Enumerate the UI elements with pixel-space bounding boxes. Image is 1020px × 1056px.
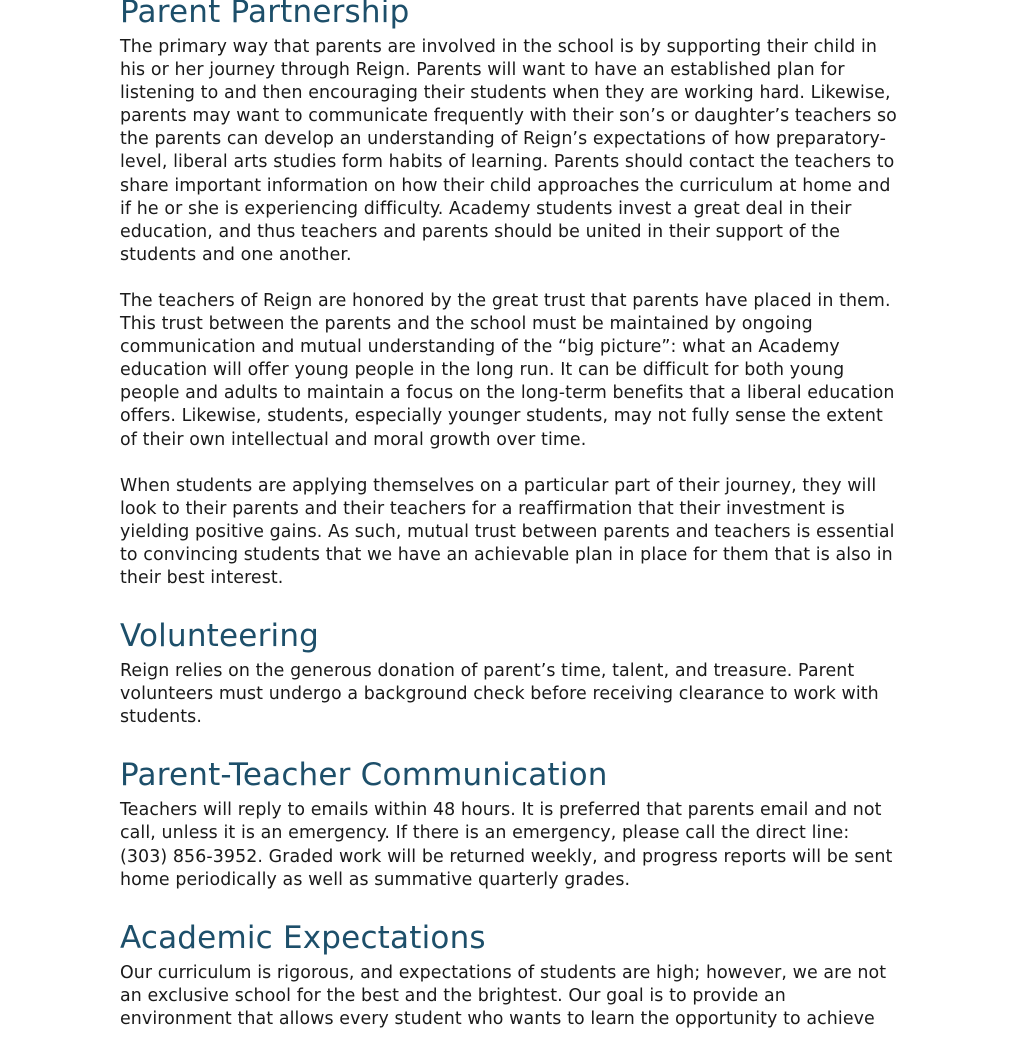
paragraph: The primary way that parents are involved in the school is by supporting their child in his or her journey through Reign. Parents will want to have an established plan for listening to and then encouraging their students when they are working hard. Likewise, parents may want to communicate frequently with their son’s or daughter’s teachers so the parents can develop an understanding of Reign’s expectations of how preparatory-level, liberal arts studies form habits of learning. Parents should contact the teachers to share important information on how their child approaches the curriculum at home and if he or she is experiencing difficulty. Academy students invest a great deal in their education, and thus teachers and parents should be united in their support of the students and one another. [120, 37, 897, 265]
section-heading-parent-partnership: Parent Partnership [120, 0, 410, 30]
section-heading-volunteering: Volunteering [120, 618, 320, 655]
document-page [120, 0, 902, 1031]
section-heading-parent-teacher-communication: Parent-Teacher Communication [120, 757, 608, 794]
paragraph: Our curriculum is rigorous, and expectations of students are high; however, we are not an exclusive school for the best and the brightest. Our goal is to provide an environment that allows every student who wants to learn the opportunity to achieve [120, 962, 887, 1029]
paragraph: When students are applying themselves on a particular part of their journey, they will look to their parents and their teachers for a reaffirmation that their investment is yielding positive gains. As such, mutual trust between parents and teachers is essential to convincing students that we have an achievable plan in place for them that is also in their best interest. [120, 475, 895, 588]
paragraph: Reign relies on the generous donation of parent’s time, talent, and treasure. Parent volunteers must undergo a background check before receiving clearance to work with students. [120, 661, 879, 728]
paragraph: Teachers will reply to emails within 48 hours. It is preferred that parents email and not call, unless it is an emergency. If there is an emergency, please call the direct line: (303) 856-3952. Graded work will be returned weekly, and progress reports will be sent home periodically as well as summative quarterly grades. [120, 800, 893, 890]
section-heading-academic-expectations: Academic Expectations [120, 919, 486, 956]
paragraph: The teachers of Reign are honored by the great trust that parents have placed in them. This trust between the parents and the school must be maintained by ongoing communication and mutual understanding of the “big picture”: what an Academy education will offer young people in the long run. It can be difficult for both young people and adults to maintain a focus on the long-term benefits that a liberal education offers. Likewise, students, especially younger students, may not fully sense the extent of their own intellectual and moral growth over time. [120, 290, 895, 450]
